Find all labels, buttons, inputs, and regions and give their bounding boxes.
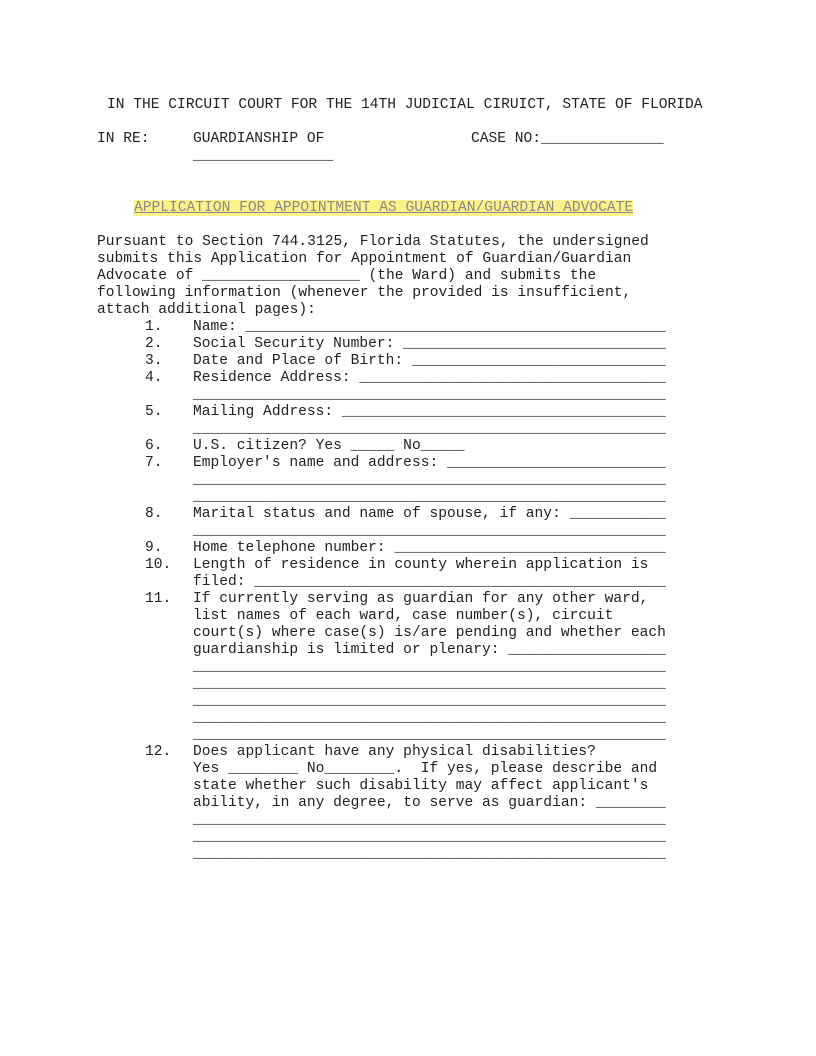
item-line: Mailing Address: _____________________________________	[193, 404, 666, 420]
in-re-label: IN RE:	[97, 131, 150, 147]
item-line: ______________________________________________________	[193, 727, 666, 743]
item-line: ______________________________________________________	[193, 846, 666, 862]
item-line: Yes ________ No________. If yes, please describe and	[193, 761, 658, 777]
item-line: Marital status and name of spouse, if any: ___________	[193, 506, 666, 522]
item-line: Employer's name and address: _________________________	[193, 455, 666, 471]
item-number: 9.	[145, 540, 163, 556]
item-line: ______________________________________________________	[193, 676, 666, 692]
court-heading: IN THE CIRCUIT COURT FOR THE 14TH JUDICIAL CIRUICT, STATE OF FLORIDA	[107, 97, 703, 113]
item-number: 12.	[145, 744, 172, 760]
title-highlight: APPLICATION FOR APPOINTMENT AS GUARDIAN/GUARDIAN ADVOCATE	[134, 200, 634, 216]
case-number-field: CASE NO:______________	[471, 131, 664, 147]
item-line: ______________________________________________________	[193, 693, 666, 709]
item-number: 6.	[145, 438, 163, 454]
item-line: filed: _______________________________________________	[193, 574, 666, 590]
item-line: If currently serving as guardian for any other ward,	[193, 591, 649, 607]
document-title	[134, 200, 633, 217]
ward-name-blank: ________________	[193, 148, 334, 164]
item-line: Name: ________________________________________________	[193, 319, 666, 335]
item-line: ______________________________________________________	[193, 472, 666, 488]
item-line: ______________________________________________________	[193, 710, 666, 726]
item-number: 2.	[145, 336, 163, 352]
item-number: 1.	[145, 319, 163, 335]
item-line: Date and Place of Birth: _____________________________	[193, 353, 666, 369]
item-number: 8.	[145, 506, 163, 522]
intro-line: Advocate of __________________ (the Ward) and submits the	[97, 268, 597, 284]
item-line: ______________________________________________________	[193, 421, 666, 437]
item-line: guardianship is limited or plenary: __________________	[193, 642, 666, 658]
item-line: state whether such disability may affect applicant's	[193, 778, 649, 794]
item-line: court(s) where case(s) is/are pending and whether each	[193, 625, 666, 641]
item-line: Home telephone number: _______________________________	[193, 540, 666, 556]
item-number: 11.	[145, 591, 172, 607]
item-number: 10.	[145, 557, 172, 573]
intro-line: attach additional pages):	[97, 302, 316, 318]
item-line: ______________________________________________________	[193, 812, 666, 828]
item-line: Social Security Number: ______________________________	[193, 336, 666, 352]
item-line: ______________________________________________________	[193, 387, 666, 403]
item-line: Length of residence in county wherein application is	[193, 557, 649, 573]
item-line: ______________________________________________________	[193, 523, 666, 539]
intro-line: submits this Application for Appointment of Guardian/Guardian	[97, 251, 632, 267]
item-number: 3.	[145, 353, 163, 369]
item-line: Residence Address: ___________________________________	[193, 370, 666, 386]
guardianship-of-label: GUARDIANSHIP OF	[193, 131, 325, 147]
item-number: 7.	[145, 455, 163, 471]
item-line: ______________________________________________________	[193, 489, 666, 505]
item-line: U.S. citizen? Yes _____ No_____	[193, 438, 465, 454]
item-line: Does applicant have any physical disabilities?	[193, 744, 596, 760]
intro-line: following information (whenever the provided is insufficient,	[97, 285, 632, 301]
intro-line: Pursuant to Section 744.3125, Florida Statutes, the undersigned	[97, 234, 649, 250]
item-number: 4.	[145, 370, 163, 386]
item-line: ______________________________________________________	[193, 829, 666, 845]
item-line: ability, in any degree, to serve as guardian: ________	[193, 795, 666, 811]
item-line: list names of each ward, case number(s), circuit	[193, 608, 614, 624]
item-number: 5.	[145, 404, 163, 420]
item-line: ______________________________________________________	[193, 659, 666, 675]
